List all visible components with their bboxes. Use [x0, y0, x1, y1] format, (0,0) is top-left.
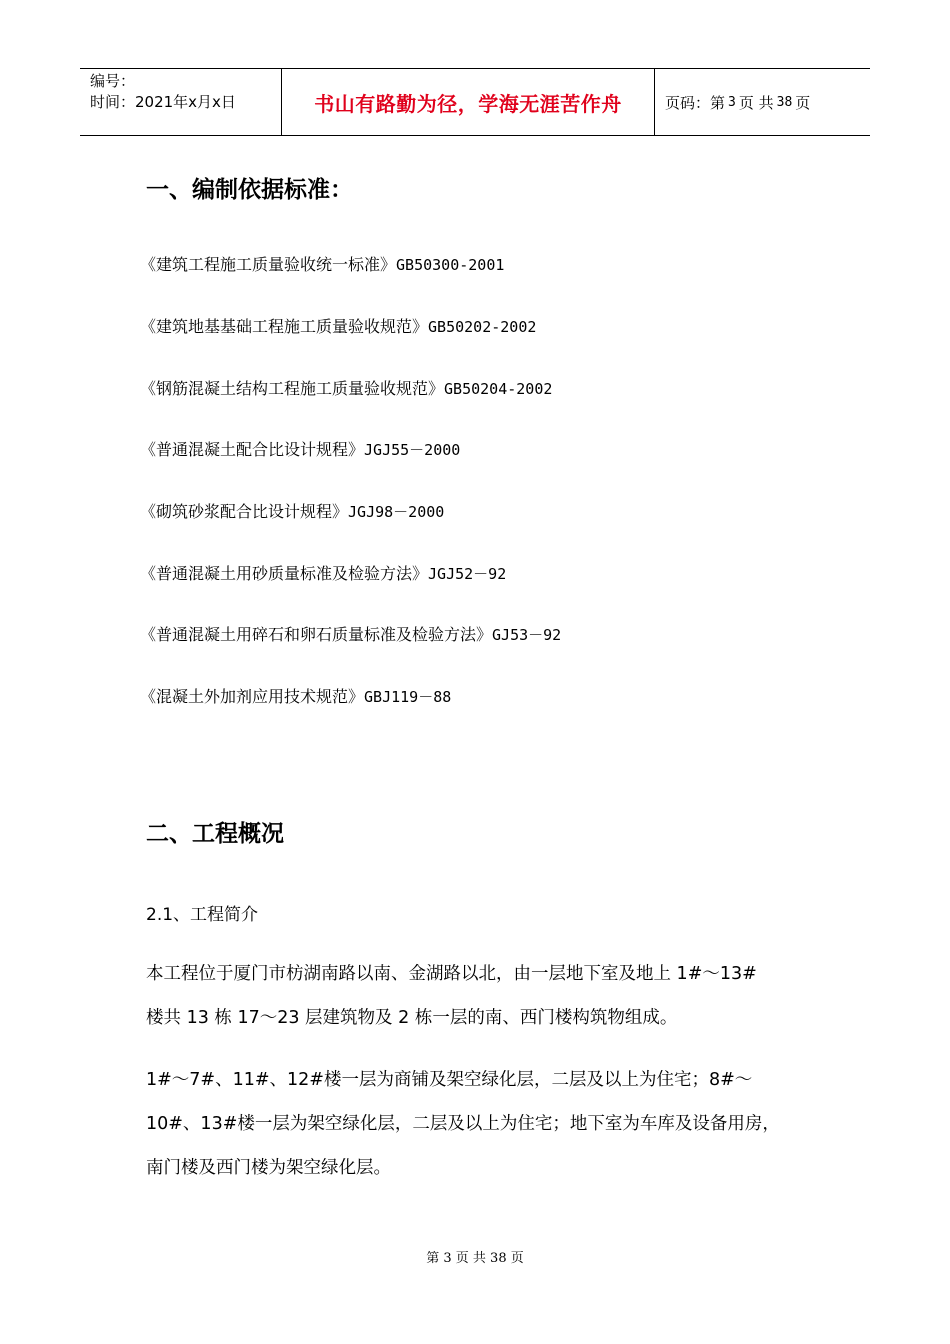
- reference-item: 《混凝土外加剂应用技术规范》GBJ119－88: [140, 687, 452, 706]
- header-meta-cell: [80, 69, 282, 135]
- reference-item: 《普通混凝土用碎石和卵石质量标准及检验方法》GJ53－92: [140, 625, 562, 644]
- section2-subtitle: 2.1、工程简介: [146, 905, 259, 925]
- document-number-label: 编号：: [90, 72, 136, 90]
- header-motto: 书山有路勤为径，学海无涯苦作舟: [314, 91, 622, 116]
- page-suffix: 页: [795, 93, 811, 112]
- section2-title: 二、工程概况: [146, 821, 284, 847]
- page-mid: 页 共: [738, 93, 774, 112]
- paragraph-line: 南门楼及西门楼为架空绿化层。: [146, 1158, 391, 1178]
- page-footer: 第 3 页 共 38 页: [426, 1251, 524, 1266]
- reference-item: 《砌筑砂浆配合比设计规程》JGJ98－2000: [140, 502, 445, 521]
- page-total: 38: [776, 94, 793, 110]
- reference-item: 《普通混凝土用砂质量标准及检验方法》JGJ52－92: [140, 564, 507, 583]
- reference-item: 《建筑工程施工质量验收统一标准》GB50300-2001: [140, 255, 505, 274]
- paragraph-line: 楼共 13 栋 17～23 层建筑物及 2 栋一层的南、西门楼构筑物组成。: [146, 1008, 678, 1028]
- header-motto-cell: [282, 69, 655, 135]
- paragraph-line: 1#～7#、11#、12#楼一层为商铺及架空绿化层，二层及以上为住宅；8#～: [146, 1070, 753, 1090]
- paragraph-line: 10#、13#楼一层为架空绿化层，二层及以上为住宅；地下室为车库及设备用房，: [146, 1114, 780, 1134]
- header-page-cell: [655, 69, 870, 135]
- paragraph-line: 本工程位于厦门市枋湖南路以南、金湖路以北，由一层地下室及地上 1#～13#: [146, 964, 757, 984]
- document-time-label: 时间：2021年x月x日: [90, 93, 236, 111]
- page-header: [80, 68, 870, 136]
- page-prefix: 页码：第: [665, 93, 726, 112]
- reference-item: 《普通混凝土配合比设计规程》JGJ55－2000: [140, 440, 461, 459]
- reference-item: 《钢筋混凝土结构工程施工质量验收规范》GB50204-2002: [140, 379, 553, 398]
- reference-item: 《建筑地基基础工程施工质量验收规范》GB50202-2002: [140, 317, 537, 336]
- section1-title: 一、编制依据标准：: [146, 177, 353, 203]
- page-current: 3: [728, 94, 736, 110]
